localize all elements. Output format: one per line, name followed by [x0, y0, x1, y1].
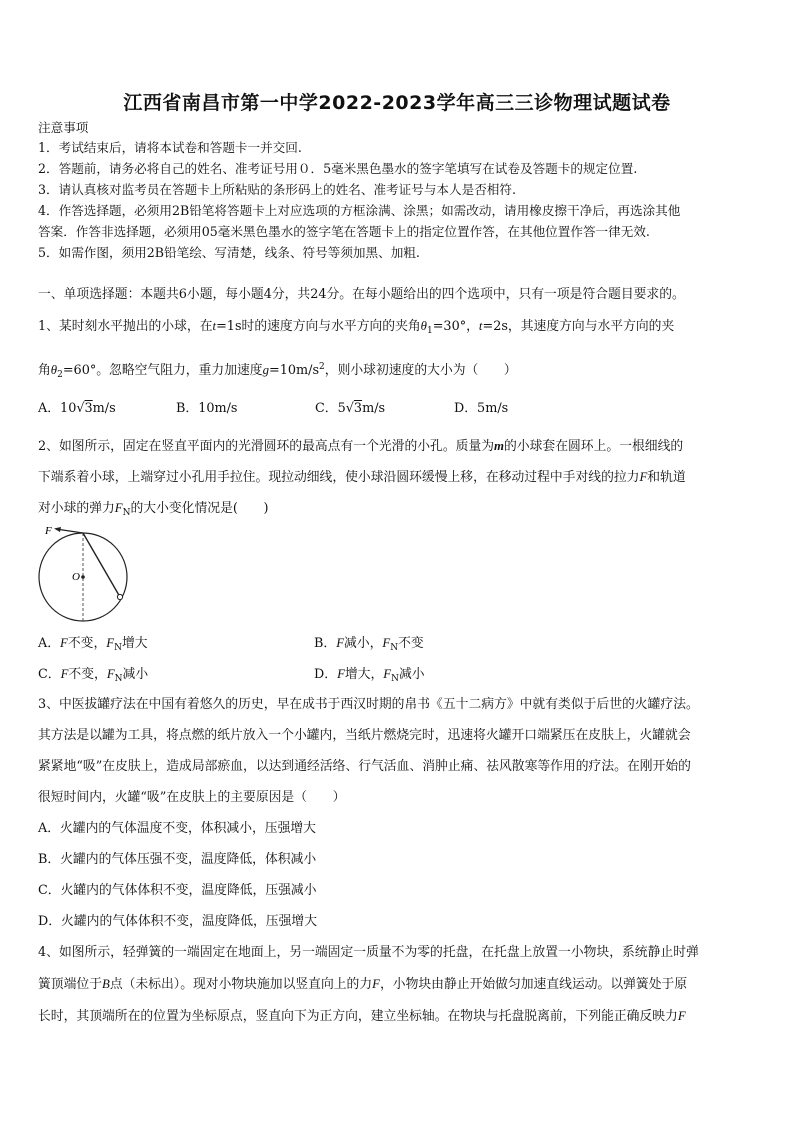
- q3-line-1: 3、中医拔罐疗法在中国有着悠久的历史，早在成书于西汉时期的帛书《五十二病方》中就有类似于后世的火罐疗法。: [38, 697, 699, 712]
- q3-option-b[interactable]: B．火罐内的气体压强不变，温度降低，体积减小: [38, 852, 317, 867]
- q2-line-3: 对小球的弹力$F_N$的大小变化情况是( ): [38, 501, 269, 518]
- notice-item-2: 2．答题前，请务必将自己的姓名、准考证号用０．5毫米黑色墨水的签字笔填写在试卷及答题卡的规定位置.: [38, 161, 638, 176]
- arrow-head-icon: [54, 527, 61, 532]
- q4-line-3: 长时，其顶端所在的位置为坐标原点，竖直向下为正方向，建立坐标轴。在物块与托盘脱离前，下列能正确反映力F: [38, 1009, 686, 1024]
- q2-option-a[interactable]: A．F不变，$F_N$增大: [38, 636, 148, 653]
- q1-option-c[interactable]: C．5√3m/s: [315, 401, 386, 416]
- center-point: [81, 575, 85, 579]
- q3-option-d[interactable]: D．火罐内的气体体积不变，温度降低，压强增大: [38, 914, 317, 929]
- notice-heading: 注意事项: [38, 120, 89, 135]
- ring-diagram: [34, 522, 134, 622]
- q2-option-b[interactable]: B．F减小，$F_N$不变: [314, 636, 424, 653]
- string-line: [83, 533, 120, 597]
- q1-option-b[interactable]: B．10m/s: [176, 401, 238, 416]
- q2-option-c[interactable]: C．F不变，$F_N$减小: [38, 667, 149, 684]
- section-heading: 一、单项选择题：本题共6小题，每小题4分，共24分。在每小题给出的四个选项中，只有一项是符合题目要求的。: [38, 287, 685, 302]
- q1-line-2: 角$\theta_2=60^\circ$。忽略空气阻力，重力加速度$g=10m/s^2$，则小球初速度的大小为（ ）: [38, 362, 517, 380]
- notice-item-3: 3．请认真核对监考员在答题卡上所粘贴的条形码上的姓名、准考证号与本人是否相符.: [38, 182, 516, 197]
- notice-item-4: 4．作答选择题，必须用2B铅笔将答题卡上对应选项的方框涂满、涂黑；如需改动，请用橡皮擦干净后，再选涂其他: [38, 203, 681, 218]
- notice-item-4-cont: 答案．作答非选择题，必须用05毫米黑色墨水的签字笔在答题卡上的指定位置作答，在其他位置作答一律无效.: [38, 224, 650, 239]
- q3-line-4: 很短时间内，火罐“吸”在皮肤上的主要原因是（ ）: [38, 790, 346, 805]
- q4-line-1: 4、如图所示，轻弹簧的一端固定在地面上，另一端固定一质量不为零的托盘，在托盘上放置一小物块，系统静止时弹: [38, 945, 699, 960]
- center-label: O: [72, 571, 80, 583]
- notice-item-5: 5．如需作图，须用2B铅笔绘、写清楚，线条、符号等须加黑、加粗.: [38, 245, 420, 260]
- q3-line-2: 其方法是以罐为工具，将点燃的纸片放入一个小罐内，当纸片燃烧完时，迅速将火罐开口端紧压在皮肤上，火罐就会: [38, 728, 691, 743]
- q3-line-3: 紧紧地“吸”在皮肤上，造成局部瘀血，以达到通经活络、行气活血、消肿止痛、祛风散寒等作用的疗法。在刚开始的: [38, 759, 691, 774]
- q2-line-1: 2、如图所示，固定在竖直平面内的光滑圆环的最高点有一个光滑的小孔。质量为m的小球套在圆环上。一根细线的: [38, 439, 684, 454]
- force-label: F: [45, 525, 52, 537]
- ball: [117, 594, 122, 599]
- q4-line-2: 簧顶端位于B点（未标出）。现对小物块施加以竖直向上的力F，小物块由静止开始做匀加速直线运动。以弹簧处于原: [38, 977, 688, 992]
- q3-option-c[interactable]: C．火罐内的气体体积不变，温度降低，压强减小: [38, 883, 317, 898]
- page-title: 江西省南昌市第一中学2022-2023学年高三三诊物理试题试卷: [123, 92, 671, 114]
- q2-line-2: 下端系着小球，上端穿过小孔用手拉住。现拉动细线，使小球沿圆环缓慢上移，在移动过程中手对线的拉力F和轨道: [38, 470, 686, 485]
- q1-option-d[interactable]: D．5m/s: [454, 401, 509, 416]
- q3-option-a[interactable]: A．火罐内的气体温度不变，体积减小，压强增大: [38, 821, 316, 836]
- q1-line-1: 1、某时刻水平抛出的小球，在t=1s时的速度方向与水平方向的夹角$\theta_1=30^\circ$，t=2s，其速度方向与水平方向的夹: [38, 319, 675, 336]
- q2-option-d[interactable]: D．F增大，$F_N$减小: [314, 667, 425, 684]
- q1-option-a[interactable]: A．10√3m/s: [38, 401, 116, 416]
- notice-item-1: 1．考试结束后，请将本试卷和答题卡一并交回.: [38, 140, 302, 155]
